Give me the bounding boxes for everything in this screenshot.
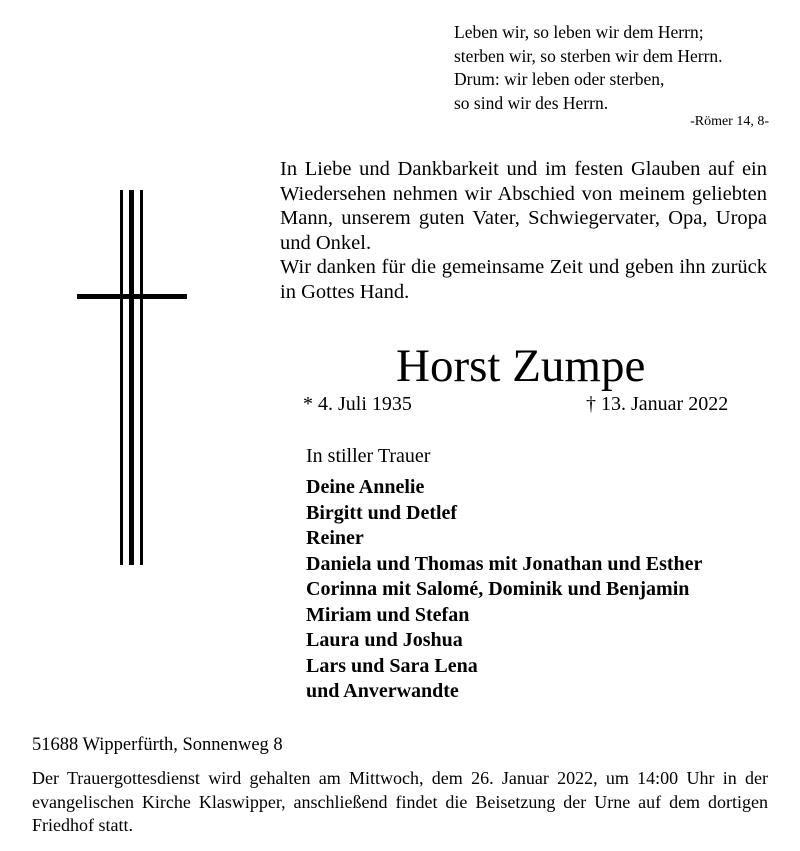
mourner-name: Deine Annelie <box>306 476 425 498</box>
mourner-name: Laura und Joshua <box>306 629 463 651</box>
death-date: † 13. Januar 2022 <box>586 393 729 415</box>
verse-reference: -Römer 14, 8- <box>690 114 769 129</box>
mourner-name: Daniela und Thomas mit Jonathan und Esther <box>306 552 703 575</box>
mourner-name: Corinna mit Salomé, Dominik und Benjamin <box>306 578 690 600</box>
service-notice: Der Trauergottesdienst wird gehalten am Mittwoch, dem 26. Januar 2022, um 14:00 Uhr in der evangelischen Kirche Klaswipper, anschließend findet die Beisetzung der Urne auf dem dortigen Friedhof statt. <box>32 768 768 835</box>
intro-text <box>280 157 767 304</box>
cross-icon <box>77 190 187 565</box>
intro-paragraph: Wir danken für die gemeinsame Zeit und geben ihn zurück in Gottes Hand. <box>280 256 767 303</box>
mourner-name: Miriam und Stefan <box>306 603 470 626</box>
mourning-heading: In stiller Trauer <box>306 445 431 467</box>
verse-line: Leben wir, so leben wir dem Herrn; <box>454 22 704 42</box>
verse-line: Drum: wir leben oder sterben, <box>454 69 665 89</box>
verse-line: so sind wir des Herrn. <box>454 92 609 113</box>
verse-line: sterben wir, so sterben wir dem Herrn. <box>454 45 723 66</box>
intro-paragraph: In Liebe und Dankbarkeit und im festen Glauben auf ein Wiedersehen nehmen wir Abschied von meinem geliebten Mann, unserem guten Vater, Schwiegervater, Opa, Uropa und Onkel. <box>280 158 767 254</box>
birth-date: * 4. Juli 1935 <box>303 393 412 415</box>
mourner-name: und Anverwandte <box>306 680 459 702</box>
mourner-name: Birgitt und Detlef <box>306 501 458 524</box>
deceased-name: Horst Zumpe <box>396 340 646 392</box>
mourners-list <box>306 475 702 705</box>
mourner-name: Lars und Sara Lena <box>306 654 478 677</box>
bible-verse <box>454 21 723 115</box>
address: 51688 Wipperfürth, Sonnenweg 8 <box>32 735 283 755</box>
mourner-name: Reiner <box>306 527 364 549</box>
